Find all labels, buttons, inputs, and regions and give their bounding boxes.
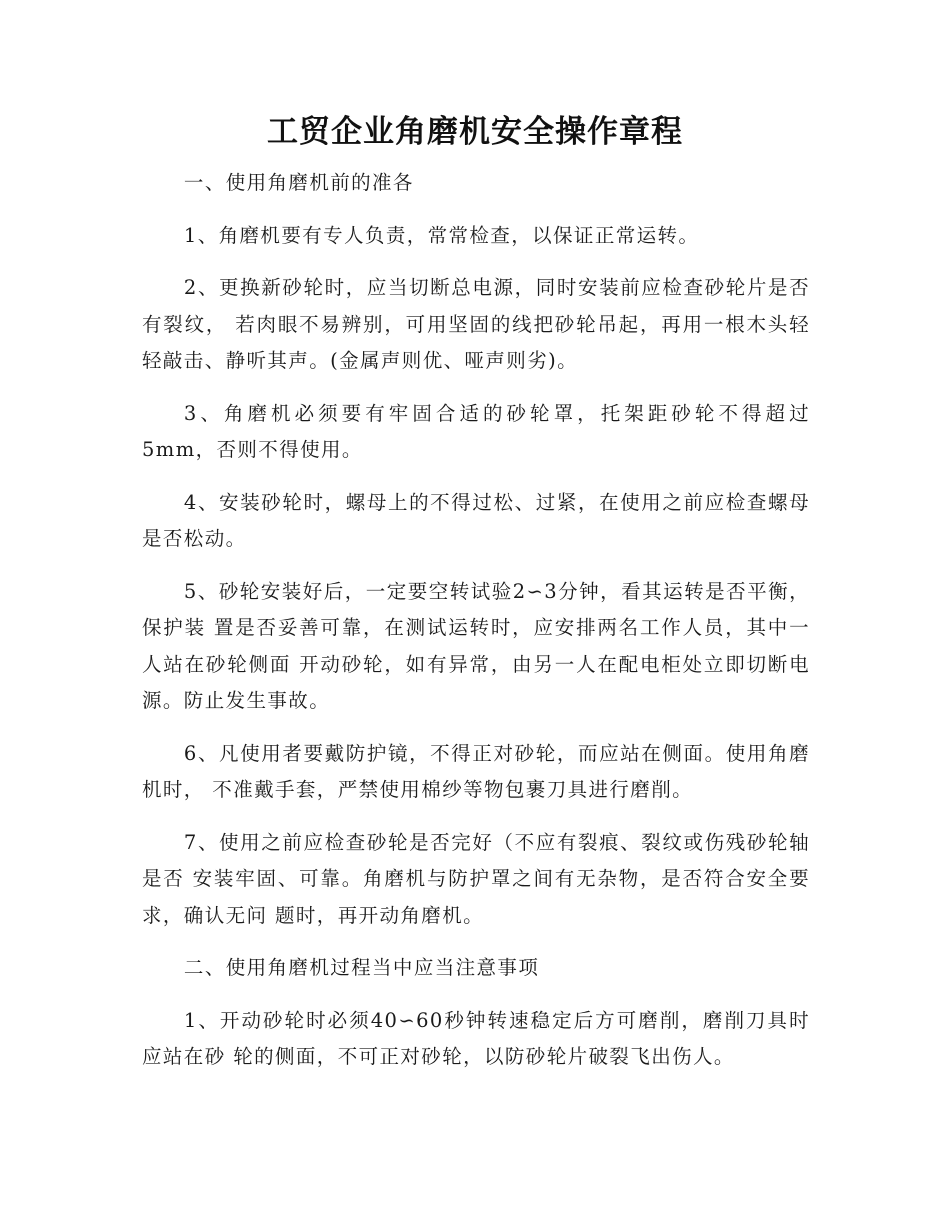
document-title: 工贸企业角磨机安全操作章程 bbox=[267, 114, 683, 150]
paragraph-item-1: 1、角磨机要有专人负责，常常检查，以保证正常运转。 bbox=[183, 223, 700, 247]
paragraph-item-2: 2、更换新砂轮时，应当切断总电源，同时安装前应检查砂轮片是否有裂纹， 若肉眼不易辨别，可用坚固的线把砂轮吊起，再用一根木头轻轻敲击、静听其声。(金属声则优、哑声则劣)。 bbox=[142, 276, 810, 372]
paragraph-item-8: 1、开动砂轮时必须40∽60秒钟转速稳定后方可磨削，磨削刀具时应站在砂 轮的侧面，不可正对砂轮，以防砂轮片破裂飞出伤人。 bbox=[142, 1008, 810, 1068]
section-heading-2: 二、使用角磨机过程当中应当注意事项 bbox=[183, 956, 540, 979]
paragraph-item-4: 4、安装砂轮时，螺母上的不得过松、过紧，在使用之前应检查螺母是否松动。 bbox=[142, 490, 810, 550]
section-heading-1: 一、使用角磨机前的准各 bbox=[183, 171, 414, 194]
paragraph-item-7: 7、使用之前应检查砂轮是否完好（不应有裂痕、裂纹或伤残砂轮轴是否 安装牢固、可靠。角磨机与防护罩之间有无杂物，是否符合安全要求，确认无问 题时，再开动角磨机。 bbox=[142, 830, 810, 927]
paragraph-item-6: 6、凡使用者要戴防护镜，不得正对砂轮，而应站在侧面。使用角磨机时， 不准戴手套，严禁使用棉纱等物包裹刀具进行磨削。 bbox=[142, 741, 810, 801]
paragraph-item-5: 5、砂轮安装好后，一定要空转试验2∽3分钟，看其运转是否平衡，保护装 置是否妥善可靠，在测试运转时，应安排两名工作人员，其中一人站在砂轮侧面 开动砂轮，如有异常，由另一人在配电柜处立即切断电源。防止发生事故。 bbox=[142, 579, 810, 712]
paragraph-item-3: 3、角磨机必须要有牢固合适的砂轮罩，托架距砂轮不得超过 5mm，否则不得使用。 bbox=[142, 401, 810, 461]
document-body bbox=[142, 165, 810, 1092]
